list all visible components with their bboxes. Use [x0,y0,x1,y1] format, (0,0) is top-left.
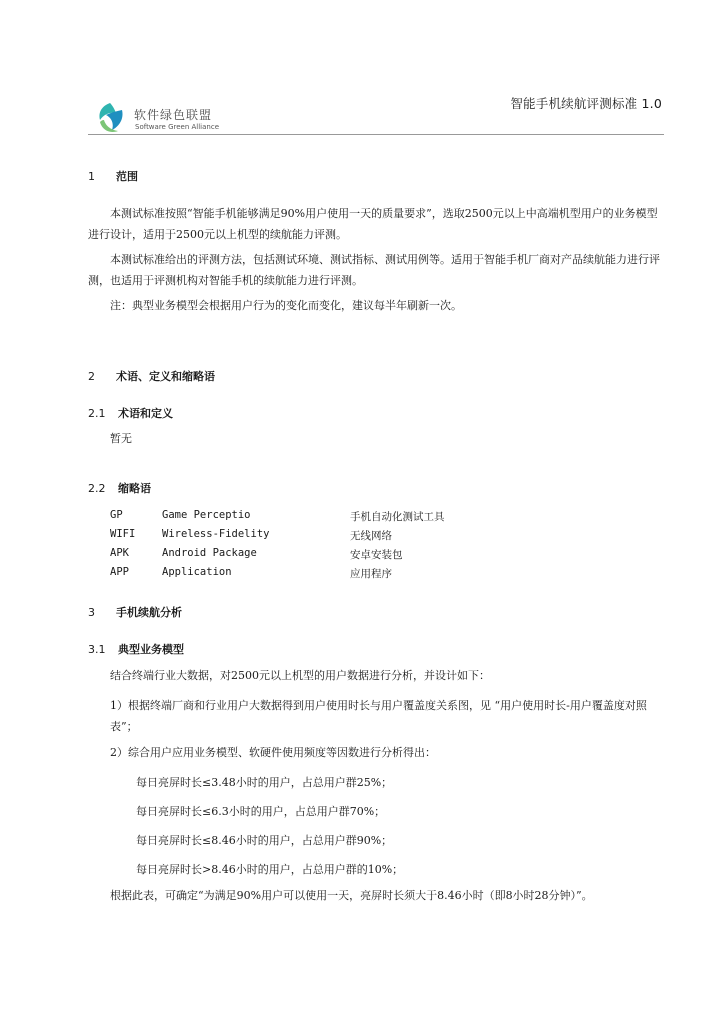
description: 安卓安装包 [350,549,403,561]
section-number: 2.2 [88,482,106,495]
abbreviation: WIFI [110,528,136,540]
section-2-heading [88,368,215,384]
usage-stat: 每日亮屏时长>8.46小时的用户，占总用户群的10%； [136,863,404,876]
section-2-1-heading [88,405,173,421]
section-1-paragraph-2: 本测试标准给出的评测方法，包括测试环境、测试指标、测试用例等。适用于智能手机厂商对产品续航能力进行评测，也适用于评测机构对智能手机的续航能力进行评测。 [88,253,660,287]
abbreviation: APP [110,566,129,578]
section-number: 3.1 [88,643,106,656]
full-term: Application [162,566,232,578]
abbreviation: GP [110,509,123,521]
section-title: 范围 [116,170,138,183]
description: 手机自动化测试工具 [350,511,445,523]
logo [92,100,252,136]
full-term: Wireless-Fidelity [162,528,270,540]
section-1-note: 注：典型业务模型会根据用户行为的变化而变化，建议每半年刷新一次。 [110,299,462,312]
section-title: 典型业务模型 [118,643,184,656]
section-title: 缩略语 [118,482,151,495]
description: 应用程序 [350,568,392,580]
section-title: 术语和定义 [118,407,173,420]
usage-stat: 每日亮屏时长≤6.3小时的用户，占总用户群70%； [136,805,386,818]
usage-stat: 每日亮屏时长≤3.48小时的用户，占总用户群25%； [136,776,393,789]
full-term: Game Perceptio [162,509,251,521]
document-title: 智能手机续航评测标准 1.0 [510,96,662,111]
section-1-heading [88,168,138,184]
description: 无线网络 [350,530,392,542]
section-number: 1 [88,170,95,183]
section-title: 术语、定义和缩略语 [116,370,215,383]
full-term: Android Package [162,547,257,559]
section-number: 2.1 [88,407,106,420]
section-3-1-conclusion: 根据此表，可确定“为满足90%用户可以使用一天，亮屏时长须大于8.46小时（即8小时28分钟）”。 [110,889,593,902]
logo-english-name: Software Green Alliance [135,123,220,131]
section-2-1-body: 暂无 [110,432,132,445]
section-3-heading [88,604,182,620]
section-3-1-heading [88,641,184,657]
usage-stat: 每日亮屏时长≤8.46小时的用户，占总用户群90%； [136,834,393,847]
section-3-1-item-2: 2）综合用户应用业务模型、软硬件使用频度等因数进行分析得出： [110,746,436,759]
header-divider [88,134,664,135]
section-1-paragraph-1: 本测试标准按照“智能手机能够满足90%用户使用一天的质量要求”，选取2500元以上中高端机型用户的业务模型进行设计，适用于2500元以上机型的续航能力评测。 [88,207,658,241]
section-2-2-heading [88,480,151,496]
section-3-1-intro: 结合终端行业大数据，对2500元以上机型的用户数据进行分析，并设计如下： [110,669,490,682]
alliance-logo-icon [92,100,128,136]
section-3-1-item-1: 1）根据终端厂商和行业用户大数据得到用户使用时长与用户覆盖度关系图，见 “用户使用时长-用户覆盖度对照表”； [110,699,647,733]
logo-chinese-name: 软件绿色联盟 [134,108,213,122]
section-title: 手机续航分析 [116,606,182,619]
section-number: 2 [88,370,95,383]
abbreviation: APK [110,547,129,559]
section-number: 3 [88,606,95,619]
